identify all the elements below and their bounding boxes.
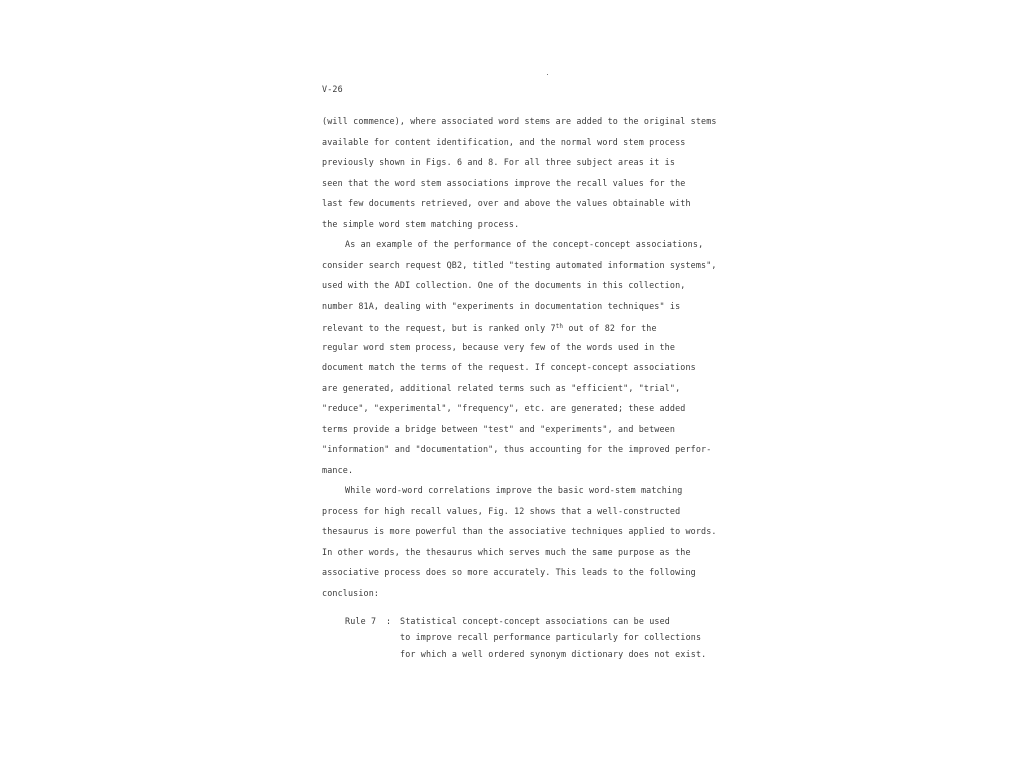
rule-label: Rule 7 — [345, 616, 377, 626]
text-line: While word-word correlations improve the basic word-stem matching — [345, 485, 683, 495]
text-line: thesaurus is more powerful than the associative techniques applied to words. — [322, 526, 717, 536]
text-line: associative process does so more accurately. This leads to the following — [322, 567, 696, 577]
rule-text-line: to improve recall performance particularly for collections — [400, 632, 702, 642]
text-line: used with the ADI collection. One of the documents in this collection, — [322, 280, 686, 290]
text-line: consider search request QB2, titled "testing automated information systems", — [322, 260, 717, 270]
text-line: (will commence), where associated word stems are added to the original stems — [322, 116, 717, 126]
text-line: "reduce", "experimental", "frequency", etc. are generated; these added — [322, 403, 686, 413]
text-line: "information" and "documentation", thus accounting for the improved perfor- — [322, 444, 712, 454]
page-number: V-26 — [322, 84, 343, 94]
text-line: available for content identification, and the normal word stem process — [322, 137, 686, 147]
text-line: process for high recall values, Fig. 12 shows that a well-constructed — [322, 506, 681, 516]
text-line: regular word stem process, because very few of the words used in the — [322, 342, 676, 352]
text-line: previously shown in Figs. 6 and 8. For all three subject areas it is — [322, 157, 676, 167]
text-line — [322, 321, 657, 334]
rule-separator: : — [386, 616, 392, 626]
text-line: the simple word stem matching process. — [322, 219, 520, 229]
ordinal-superscript: th — [555, 323, 564, 330]
text-line: terms provide a bridge between "test" and "experiments", and between — [322, 424, 676, 434]
text-line: conclusion: — [322, 588, 380, 598]
text-line: are generated, additional related terms such as "efficient", "trial", — [322, 383, 681, 393]
scan-speck — [547, 74, 548, 75]
text-line: number 81A, dealing with "experiments in documentation techniques" is — [322, 301, 681, 311]
text-fragment: out of 82 for the — [568, 323, 657, 333]
rule-text-line: Statistical concept-concept associations can be used — [400, 616, 670, 626]
text-line: In other words, the thesaurus which serves much the same purpose as the — [322, 547, 691, 557]
text-line: As an example of the performance of the concept-concept associations, — [345, 239, 704, 249]
rule-text-line: for which a well ordered synonym dictionary does not exist. — [400, 649, 707, 659]
text-line: seen that the word stem associations improve the recall values for the — [322, 178, 686, 188]
text-fragment: relevant to the request, but is ranked only 7 — [322, 323, 556, 333]
text-line: last few documents retrieved, over and above the values obtainable with — [322, 198, 691, 208]
text-line: document match the terms of the request. If concept-concept associations — [322, 362, 696, 372]
text-line: mance. — [322, 465, 354, 475]
